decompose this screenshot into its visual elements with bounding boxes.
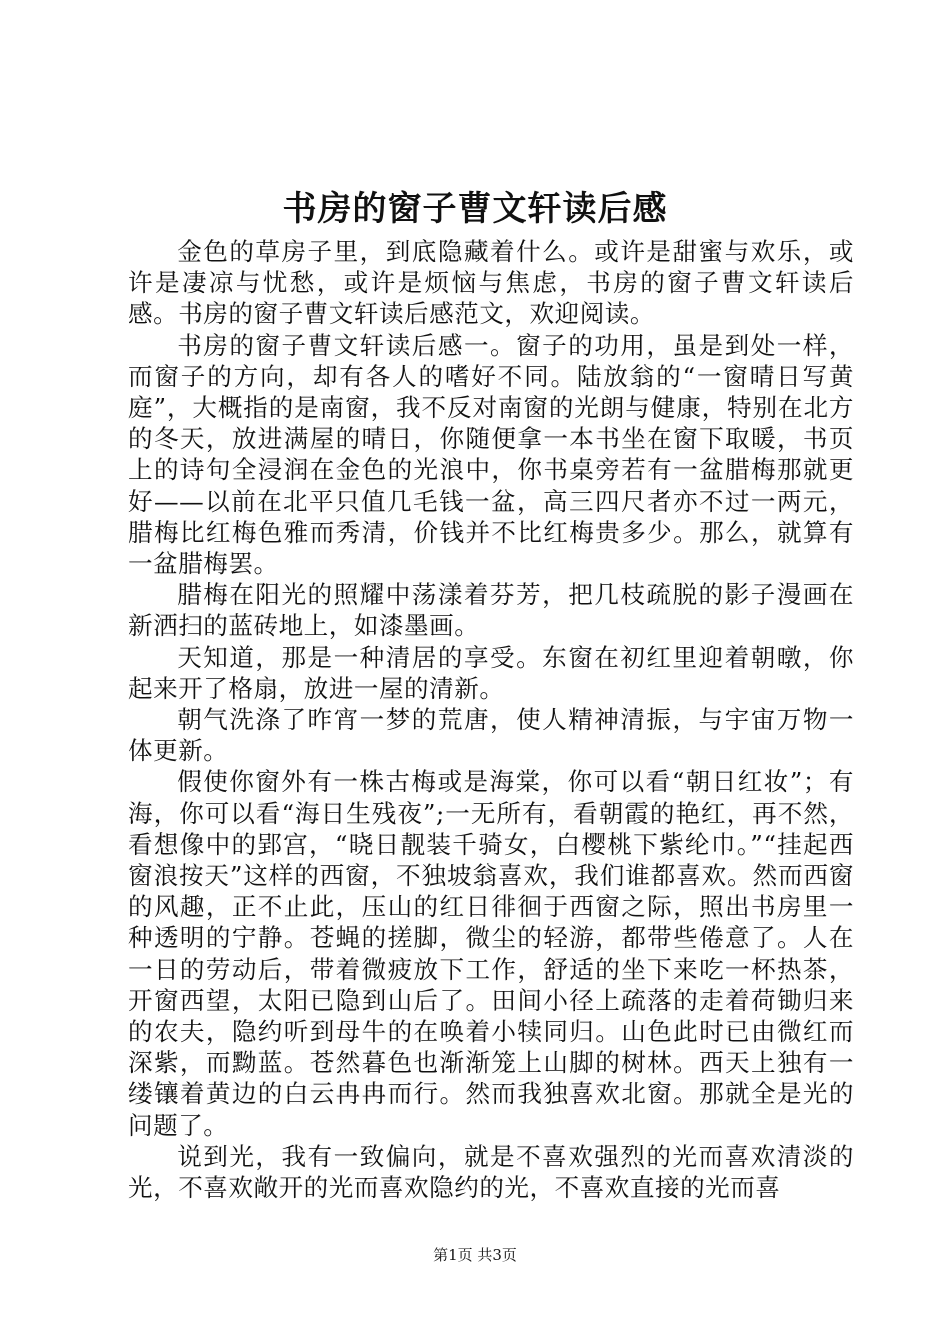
paragraph: 腊梅在阳光的照耀中荡漾着芬芳，把几枝疏脱的影子漫画在新洒扫的蓝砖地上，如漆墨画。: [128, 580, 854, 641]
paragraph: 朝气洗涤了昨宵一梦的荒唐，使人精神清振，与宇宙万物一体更新。: [128, 705, 854, 766]
paragraph: 说到光，我有一致偏向，就是不喜欢强烈的光而喜欢清淡的光，不喜欢敞开的光而喜欢隐约的光，不喜欢直接的光而喜: [128, 1141, 854, 1203]
paragraph: 假使你窗外有一株古梅或是海棠，你可以看“朝日红妆”；有海，你可以看“海日生残夜”;一无所有，看朝霞的艳红，再不然，看想像中的郢宫，“晓日靓装千骑女，白樱桃下紫纶巾。”“挂起西窗浪按天”这样的西窗，不独坡翁喜欢，我们谁都喜欢。然而西窗的风趣，正不止此，压山的红日徘徊于西窗之际，照出书房里一种透明的宁静。苍蝇的搓脚，微尘的轻游，都带些倦意了。人在一日的劳动后，带着微疲放下工作，舒适的坐下来吃一杯热茶，开窗西望，太阳已隐到山后了。田间小径上疏落的走着荷锄归来的农夫，隐约听到母牛的在唤着小犊同归。山色此时已由微红而深紫，而黝蓝。苍然暮色也渐渐笼上山脚的树林。西天上独有一缕镶着黄边的白云冉冉而行。然而我独喜欢北窗。那就全是光的问题了。: [128, 767, 854, 1140]
document-body: [128, 236, 854, 1203]
document-title: 书房的窗子曹文轩读后感: [282, 189, 668, 229]
paragraph: 天知道，那是一种清居的享受。东窗在初红里迎着朝暾，你起来开了格扇，放进一屋的清新。: [128, 642, 854, 703]
paragraph: 书房的窗子曹文轩读后感一。窗子的功用，虽是到处一样，而窗子的方向，却有各人的嗜好不同。陆放翁的“一窗晴日写黄庭”，大概指的是南窗，我不反对南窗的光朗与健康，特别在北方的冬天，放进满屋的晴日，你随便拿一本书坐在窗下取暖，书页上的诗句全浸润在金色的光浪中，你书桌旁若有一盆腊梅那就更好——以前在北平只值几毛钱一盆，高三四尺者亦不过一两元，腊梅比红梅色雅而秀清，价钱并不比红梅贵多少。那么，就算有一盆腊梅罢。: [128, 330, 854, 579]
page-number-footer: 第1页 共3页: [433, 1246, 517, 1264]
paragraph: 金色的草房子里，到底隐藏着什么。或许是甜蜜与欢乐，或许是凄凉与忧愁，或许是烦恼与焦虑，书房的窗子曹文轩读后感。书房的窗子曹文轩读后感范文，欢迎阅读。: [128, 237, 854, 329]
